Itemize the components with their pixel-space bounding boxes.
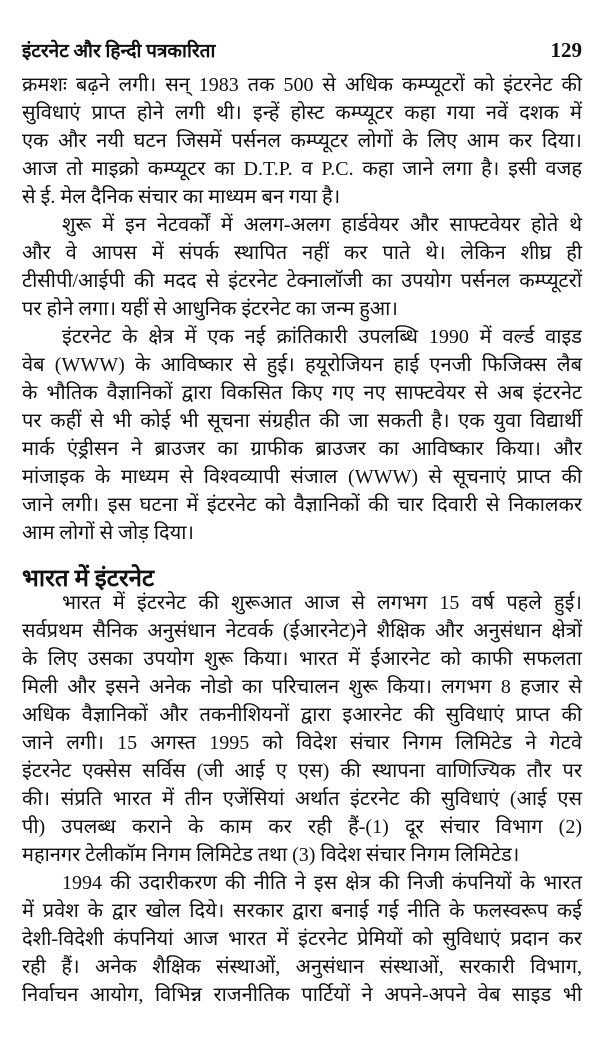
text-line: निर्वाचन आयोग, विभिन्न राजनीतिक पार्टियों ने अपने-अपने वेब साइड भी: [22, 984, 582, 1006]
text-line: देशी-विदेशी कंपनियां आज भारत में इंटरनेट प्रेमियों को सुविधाएं प्रदान कर: [22, 928, 582, 950]
text-line: रही हैं। अनेक शैक्षिक संस्थाओं, अनुसंधान संस्थाओं, सरकारी विभाग,: [22, 956, 582, 978]
text-line: वेब (WWW) के आविष्कार से हुई। हयूरोजियन हाई एनजी फिजिक्स लैब: [22, 354, 582, 376]
paragraph: [22, 323, 582, 547]
text-line: मांजाइक के माध्यम से विश्वव्यापी संजाल (WWW) से सूचनाएं प्राप्त की: [22, 466, 582, 488]
section-body-1: [22, 71, 582, 547]
text-line: क्रमशः बढ़ने लगी। सन् 1983 तक 500 से अधिक कम्प्यूटरों को इंटरनेट की: [22, 74, 582, 96]
page-number: 129: [550, 37, 582, 62]
text-line: पी) उपलब्ध कराने के काम कर रही हैं-(1) दूर संचार विभाग (2): [22, 816, 582, 838]
text-line: जाने लगी। इस घटना में इंटरनेट को वैज्ञानिकों की चार दिवारी से निकालकर: [22, 494, 582, 516]
text-line: जाने लगी। 15 अगस्त 1995 को विदेश संचार निगम लिमिटेड ने गेटवे: [22, 732, 582, 754]
paragraph: [22, 211, 582, 323]
text-line: एक और नयी घटन जिसमें पर्सनल कम्प्यूटर लोगों के लिए आम कर दिया।: [22, 130, 582, 152]
text-line: महानगर टेलीकॉम निगम लिमिटेड तथा (3) विदेश संचार निगम लिमिटेड।: [22, 844, 520, 866]
text-line: के भौतिक वैज्ञानिकों द्वारा विकसित किए गए नए साफ्टवेयर से अब इंटरनेट: [22, 382, 582, 404]
text-line: टीसीपी/आईपी की मदद से इंटरनेट टेक्नालॉजी का उपयोग पर्सनल कम्प्यूटरों: [22, 270, 582, 292]
running-title: इंटरनेट और हिन्दी पत्रकारिता: [22, 41, 216, 62]
text-line: सुविधाएं प्राप्त होने लगी थी। इन्हें होस्ट कम्प्यूटर कहा गया नवें दशक में: [22, 102, 582, 124]
text-line: भारत में इंटरनेट की शुरूआत आज से लगभग 15 वर्ष पहले हुई।: [62, 592, 582, 614]
text-line: की। संप्रति भारत में तीन एजेंसियां अर्थात इंटरनेट की सुविधाएं (आई एस: [22, 788, 582, 810]
text-line: आम लोगों से जोड़ दिया।: [22, 522, 194, 544]
text-line: इंटरनेट एक्सेस सर्विस (जी आई ए एस) की स्थापना वाणिज्यिक तौर पर: [22, 760, 582, 782]
text-line: शुरू में इन नेटवर्कों में अलग-अलग हार्डवेयर और साफ्टवेयर होते थे: [62, 214, 582, 236]
text-line: पर होने लगा। यहीं से आधुनिक इंटरनेट का जन्म हुआ।: [22, 298, 398, 320]
running-header: [22, 36, 582, 64]
text-line: से ई. मेल दैनिक संचार का माध्यम बन गया है।: [22, 186, 341, 208]
paragraph: [22, 71, 582, 211]
text-line: के लिए उसका उपयोग शुरू किया। भारत में ईआरनेट को काफी सफलता: [22, 648, 582, 670]
text-line: इंटरनेट के क्षेत्र में एक नई क्रांतिकारी उपलब्धि 1990 में वर्ल्ड वाइड: [62, 326, 582, 348]
text-line: पर कहीं से भी कोई भी सूचना संग्रहीत की जा सकती है। एक युवा विद्यार्थी: [22, 410, 582, 432]
text-line: सर्वप्रथम सैनिक अनुसंधान नेटवर्क (ईआरनेट)ने शैक्षिक और अनुसंधान क्षेत्रों: [22, 620, 582, 642]
text-line: अधिक वैज्ञानिकों और तकनीशियनों द्वारा इआरनेट की सुविधाएं प्राप्त की: [22, 704, 582, 726]
text-line: आज तो माइक्रो कम्प्यूटर का D.T.P. व P.C. कहा जाने लगा है। इसी वजह: [22, 158, 582, 180]
paragraph: [22, 869, 582, 1009]
text-line: 1994 की उदारीकरण की नीति ने इस क्षेत्र की निजी कंपनियों के भारत: [62, 872, 582, 894]
text-line: मिली और इसने अनेक नोडो का परिचालन शुरू किया। लगभग 8 हजार से: [22, 676, 582, 698]
section-body-2: [22, 589, 582, 1009]
paragraph: [22, 589, 582, 869]
text-line: मार्क एंड्रीसन ने ब्राउजर का ग्राफीक ब्राउजर का आविष्कार किया। और: [22, 438, 582, 460]
text-line: और वे आपस में संपर्क स्थापित नहीं कर पाते थे। लेकिन शीघ्र ही: [22, 242, 582, 264]
text-line: में प्रवेश के द्वार खोल दिये। सरकार द्वारा बनाई गई नीति के फलस्वरूप कई: [22, 900, 582, 922]
section-heading: भारत में इंटरनेट: [22, 566, 155, 592]
